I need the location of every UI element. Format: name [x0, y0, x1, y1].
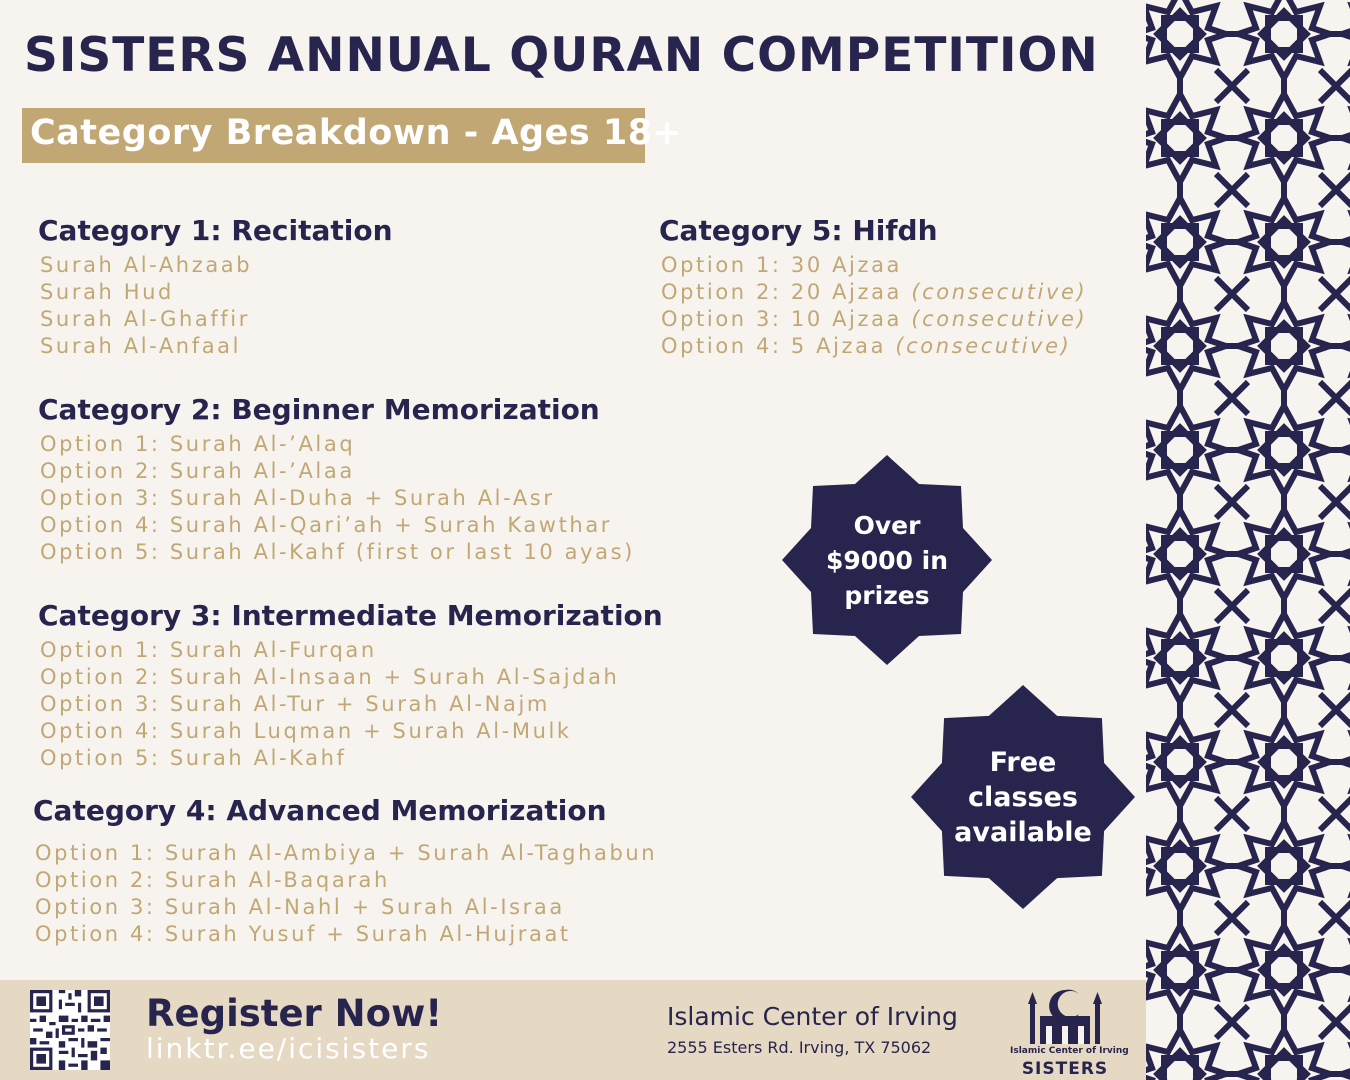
list-item: Surah Al-Ghaffir [40, 307, 250, 331]
prizes-text: Over $9000 in prizes [825, 510, 949, 610]
option-note: (consecutive) [911, 307, 1088, 331]
classes-badge [911, 685, 1135, 909]
category-list [40, 637, 663, 772]
mosque-icon [1010, 986, 1120, 1046]
category-heading: Category 4: Advanced Memorization [33, 794, 607, 827]
list-item [661, 306, 1087, 333]
logo-subtitle: Islamic Center of Irving [1010, 1046, 1129, 1056]
list-item: Option 4: Surah Al-Qari’ah + Surah Kawthar [40, 513, 613, 537]
category-heading: Category 3: Intermediate Memorization [38, 599, 663, 632]
page-title: SISTERS ANNUAL QURAN COMPETITION [24, 28, 1099, 83]
list-item: Option 4: Surah Luqman + Surah Al-Mulk [40, 719, 572, 743]
register-link[interactable]: linktr.ee/icisisters [146, 1032, 431, 1065]
org-logo [1010, 986, 1129, 1079]
option-note: (consecutive) [895, 334, 1072, 358]
logo-title: SISTERS [1021, 1059, 1109, 1079]
option-text: Option 1: 30 Ajzaa [661, 253, 903, 277]
category-list [35, 840, 657, 948]
org-address: 2555 Esters Rd. Irving, TX 75062 [667, 1038, 932, 1057]
category-heading: Category 2: Beginner Memorization [38, 393, 600, 426]
list-item: Option 2: Surah Al-’Alaa [40, 459, 355, 483]
option-text: Option 4: 5 Ajzaa [661, 334, 887, 358]
classes-text: Free classes available [954, 746, 1092, 848]
category-list [40, 431, 635, 566]
list-item [661, 252, 1087, 279]
list-item: Option 4: Surah Yusuf + Surah Al-Hujraat [35, 922, 571, 946]
list-item: Surah Hud [40, 280, 174, 304]
subtitle-banner [22, 108, 683, 163]
list-item: Option 3: Surah Al-Tur + Surah Al-Najm [40, 692, 550, 716]
geometric-pattern [1146, 0, 1350, 1080]
list-item: Option 2: Surah Al-Insaan + Surah Al-Sajdah [40, 665, 620, 689]
option-text: Option 2: 20 Ajzaa [661, 280, 903, 304]
list-item: Option 3: Surah Al-Duha + Surah Al-Asr [40, 486, 555, 510]
category-heading: Category 5: Hifdh [659, 214, 938, 247]
list-item [661, 333, 1087, 360]
list-item: Option 2: Surah Al-Baqarah [35, 868, 390, 892]
list-item: Option 5: Surah Al-Kahf (first or last 10 ayas) [40, 540, 635, 564]
list-item: Surah Al-Ahzaab [40, 253, 253, 277]
org-name: Islamic Center of Irving [667, 1002, 958, 1031]
subtitle-text: Category Breakdown - Ages 18+ [30, 113, 683, 153]
geometric-pattern-icon [1146, 0, 1350, 1080]
option-note: (consecutive) [911, 280, 1088, 304]
option-text: Option 3: 10 Ajzaa [661, 307, 903, 331]
list-item: Option 3: Surah Al-Nahl + Surah Al-Israa [35, 895, 565, 919]
category-3 [38, 599, 663, 772]
list-item: Option 1: Surah Al-’Alaq [40, 432, 356, 456]
qr-code-icon[interactable] [30, 990, 110, 1070]
list-item: Option 1: Surah Al-Ambiya + Surah Al-Taghabun [35, 841, 658, 865]
list-item [661, 279, 1087, 306]
list-item: Option 1: Surah Al-Furqan [40, 638, 377, 662]
list-item: Option 5: Surah Al-Kahf [40, 746, 347, 770]
prizes-badge [782, 455, 992, 665]
footer-bar [0, 980, 1146, 1080]
register-heading: Register Now! [146, 992, 443, 1035]
category-4 [33, 794, 657, 948]
category-5 [659, 214, 1087, 360]
category-list [661, 252, 1087, 360]
category-1 [38, 214, 393, 360]
category-list [40, 252, 393, 360]
category-2 [38, 393, 635, 566]
list-item: Surah Al-Anfaal [40, 334, 242, 358]
category-heading: Category 1: Recitation [38, 214, 393, 247]
